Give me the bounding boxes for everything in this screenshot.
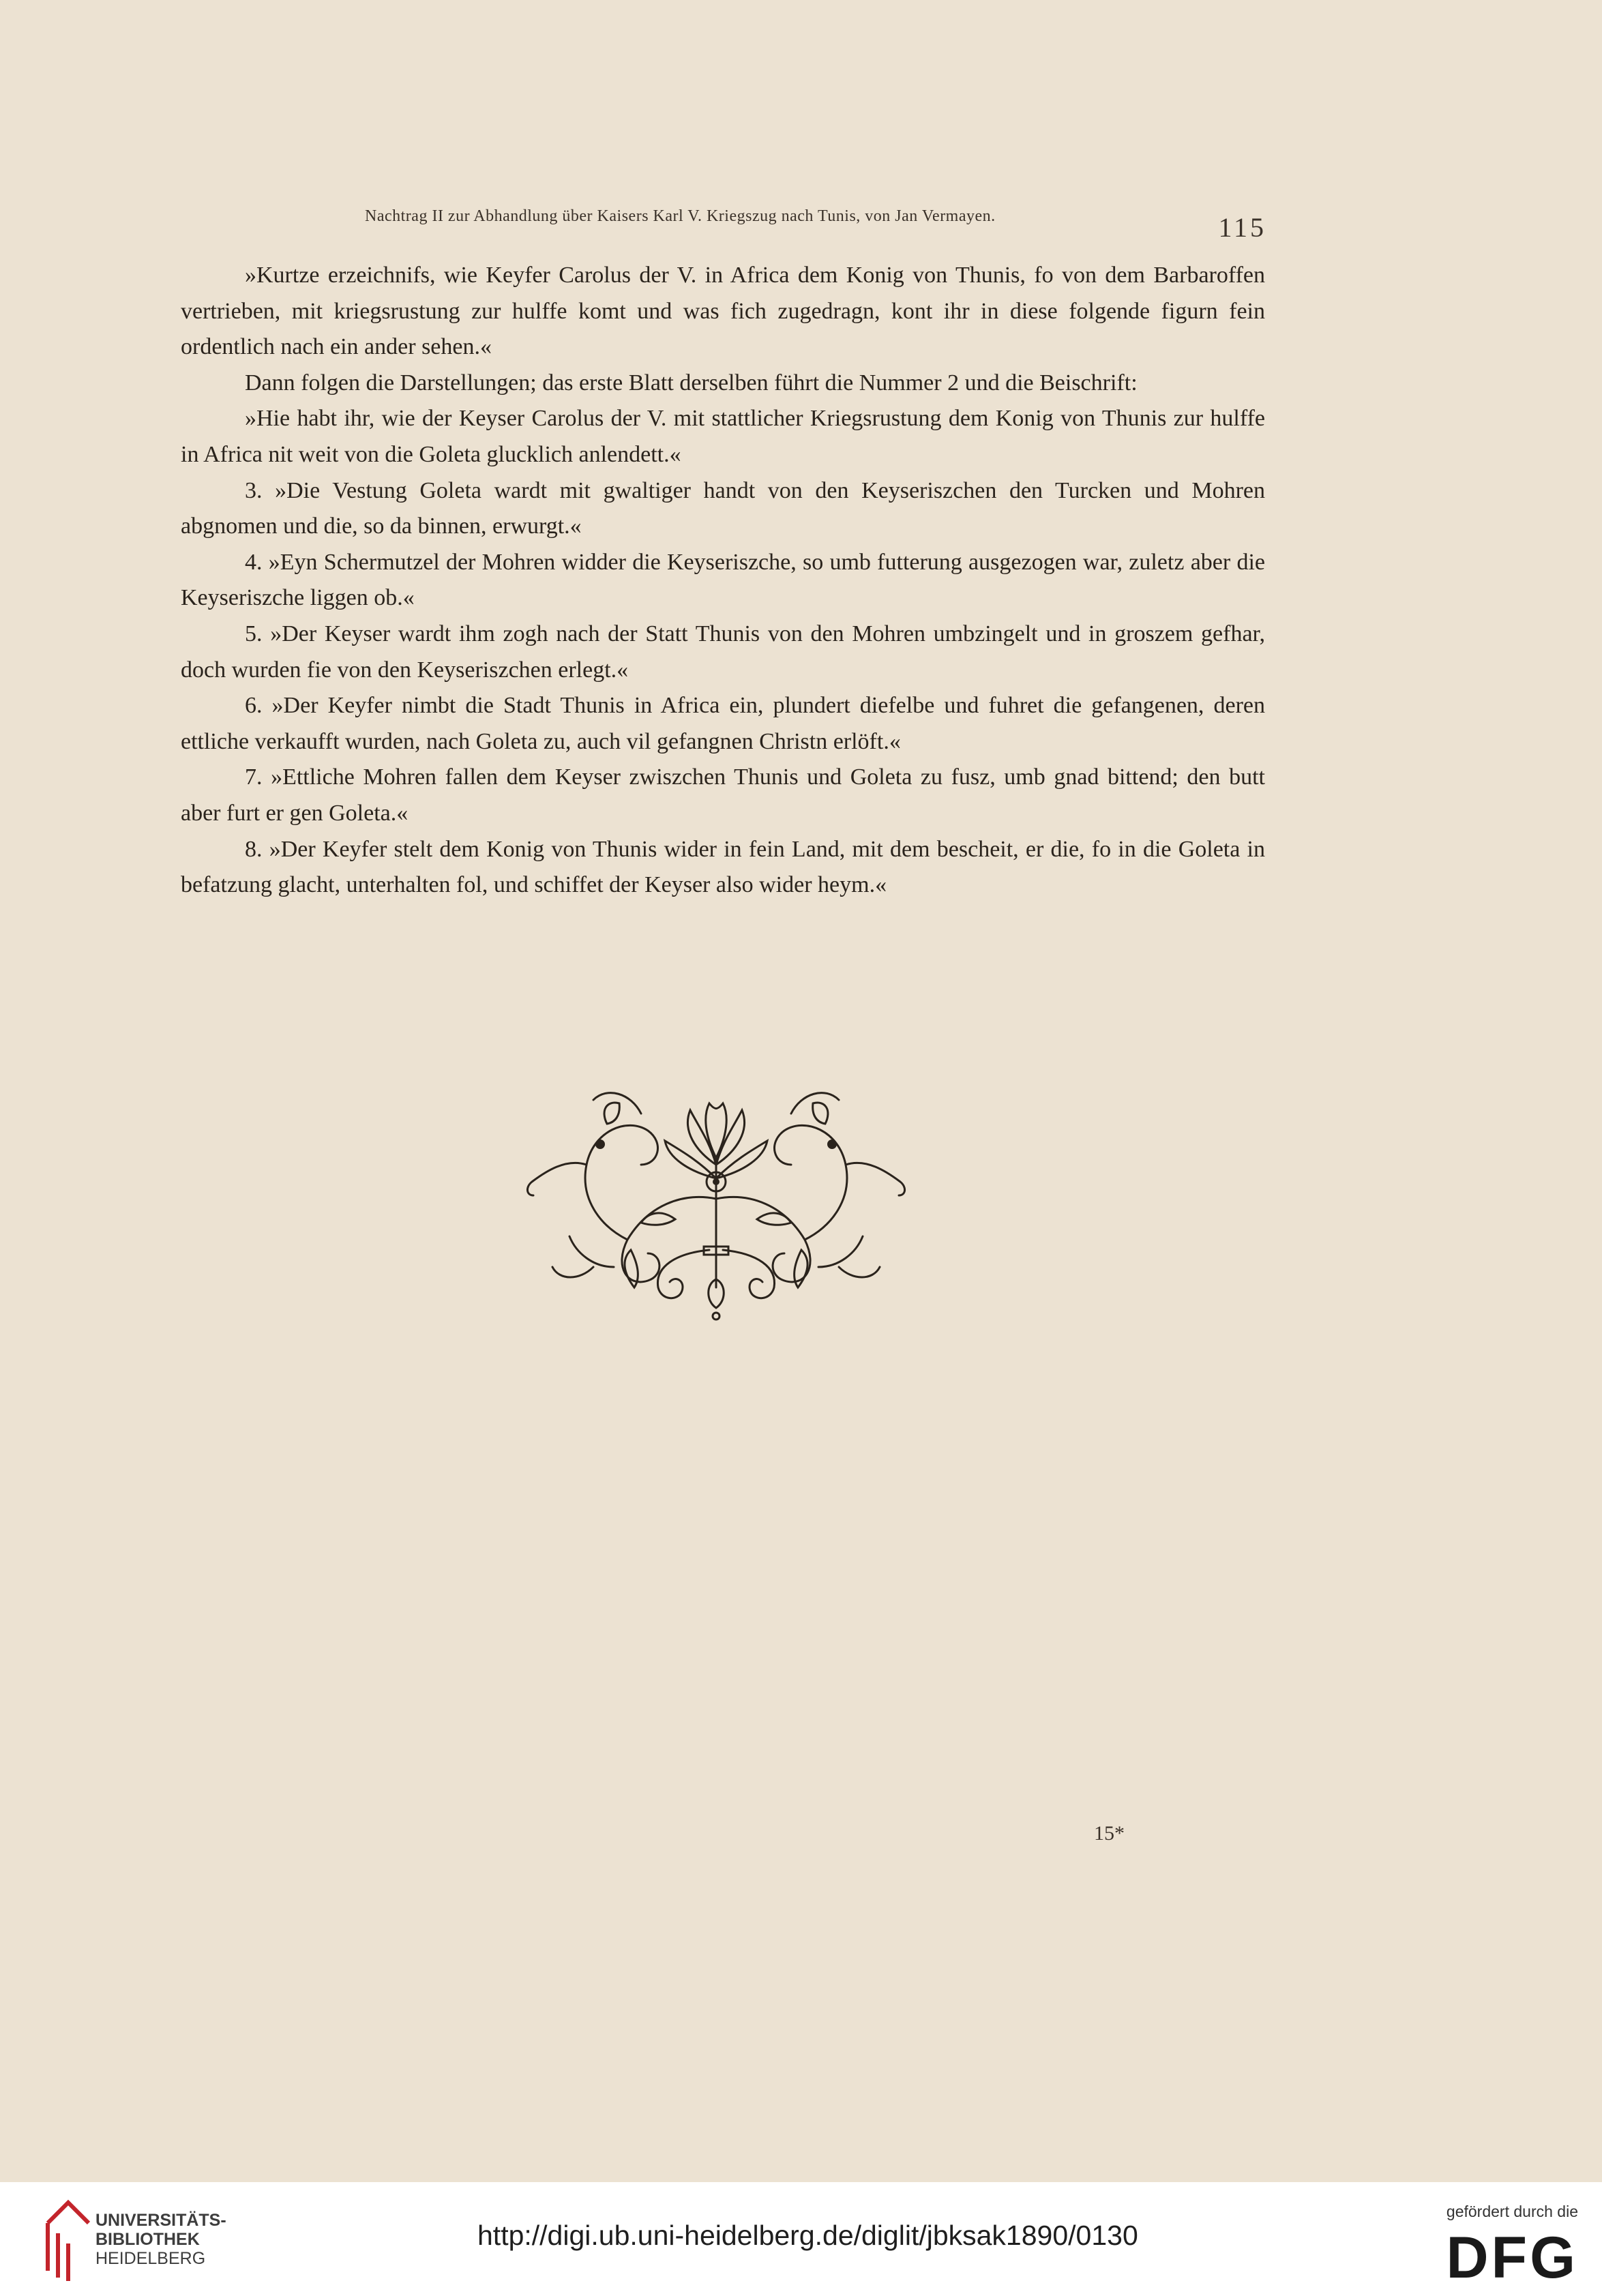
signature-mark: 15*: [1094, 1822, 1125, 1845]
paragraph: 5. »Der Keyser wardt ihm zogh nach der Statt Thunis von den Mohren umbzingelt und in groszem gefhar, doch wurden fie von den Keyseriszchen erlegt.«: [181, 621, 1265, 683]
paragraph: »Kurtze erzeichnifs, wie Keyfer Carolus der V. in Africa dem Konig von Thunis, fo von dem Barbaroffen vertrieben, mit kriegsrustung zur hulffe komt und was fich zugedragn, kont ihr in diese folgende figurn fein ordentlich nach ein ander sehen.«: [181, 263, 1265, 360]
footer-bar: [0, 2182, 1602, 2296]
funding-caption: gefördert durch die: [1446, 2203, 1578, 2220]
paragraph: 3. »Die Vestung Goleta wardt mit gwaltiger handt von den Keyseriszchen den Turcken und Mohren abgnomen und die, so da binnen, erwurgt.«: [181, 477, 1265, 539]
paragraph: »Hie habt ihr, wie der Keyser Carolus der V. mit stattlicher Kriegsrustung dem Konig von Thunis zur hulffe in Africa nit weit von die Goleta glucklich anlendett.«: [181, 406, 1265, 467]
page-number: 115: [1218, 212, 1266, 243]
paragraph: 8. »Der Keyfer stelt dem Konig von Thunis wider in fein Land, mit dem bescheit, er die, fo in die Goleta in befatzung glacht, unterhalten fol, und schiffet der Keyser also wider heym.«: [181, 836, 1265, 898]
paragraph: 7. »Ettliche Mohren fallen dem Keyser zwiszchen Thunis und Goleta zu fusz, umb gnad bittend; den butt aber furt er gen Goleta.«: [181, 764, 1265, 826]
paragraph: 4. »Eyn Schermutzel der Mohren widder die Keyseriszche, so umb futterung ausgezogen war, zuletz aber die Keyseriszche liggen ob.«: [181, 549, 1265, 611]
floral-vignette-icon: [511, 1062, 921, 1322]
running-title: Nachtrag II zur Abhandlung über Kaisers Karl V. Kriegszug nach Tunis, von Jan Vermayen.: [365, 207, 996, 225]
permalink-url[interactable]: http://digi.ub.uni-heidelberg.de/diglit/jbksak1890/0130: [477, 2220, 1138, 2251]
paragraph: 6. »Der Keyfer nimbt die Stadt Thunis in Africa ein, plundert diefelbe und fuhret die gefangenen, deren ettliche verkaufft wurden, nach Goleta zu, auch vil gefangnen Christn erlöft.«: [181, 693, 1265, 754]
dfg-logo: DFG: [1446, 2225, 1578, 2291]
paragraph: Dann folgen die Darstellungen; das erste Blatt derselben führt die Nummer 2 und die Beischrift:: [245, 370, 1138, 396]
library-name: UNIVERSITÄTS- BIBLIOTHEK HEIDELBERG: [95, 2211, 226, 2268]
body-text: [181, 258, 1265, 904]
